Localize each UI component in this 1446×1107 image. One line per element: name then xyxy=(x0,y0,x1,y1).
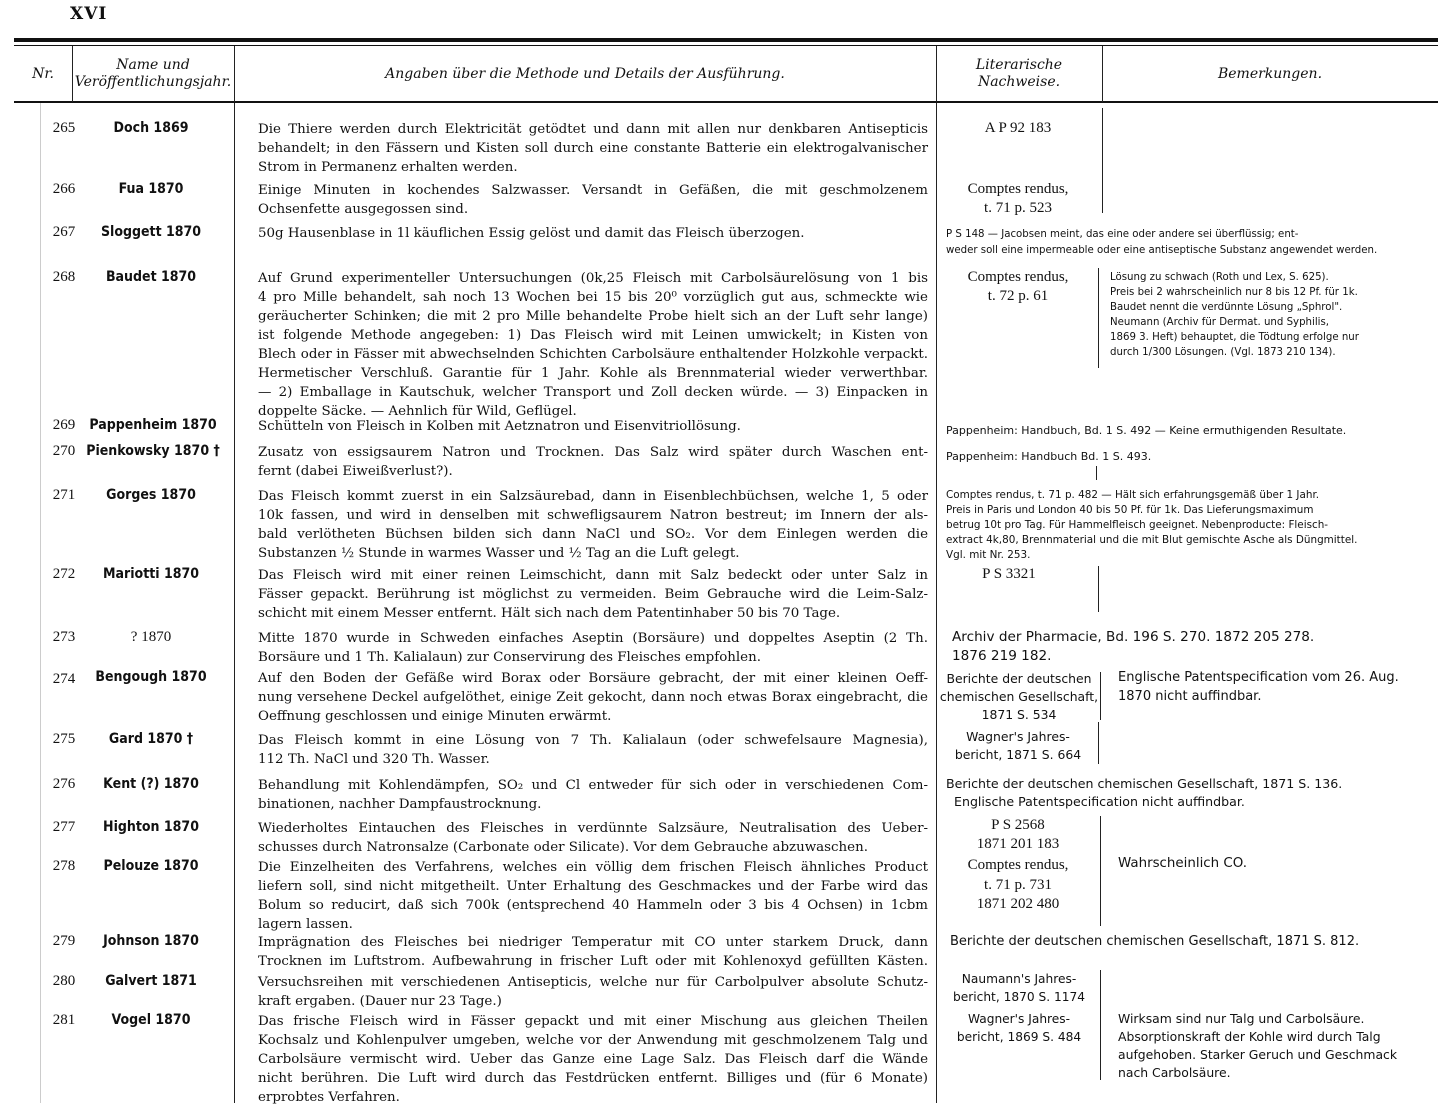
desc-line: 4 pro Mille behandelt, sah noch 13 Wochen bei 15 bis 20⁰ vorzüglich gut aus, schmeckte wie xyxy=(258,290,928,305)
row-description xyxy=(258,269,928,421)
row-description xyxy=(258,731,928,769)
desc-line: Zusatz von essigsaurem Natron und Trocknen. Das Salz wird später durch Waschen ent- xyxy=(258,445,928,460)
desc-line: Einige Minuten in kochendes Salzwasser. Versandt in Gefäßen, die mit geschmolzenem xyxy=(258,183,928,198)
wide-line: 1876 219 182. xyxy=(952,648,1052,664)
row-literature xyxy=(940,268,1096,306)
wide-line: Pappenheim: Handbuch, Bd. 1 S. 492 — Keine ermuthigenden Resultate. xyxy=(946,424,1347,437)
desc-line: fernt (dabei Eiweißverlust?). xyxy=(258,464,453,479)
row-name: Pappenheim 1870 xyxy=(89,417,217,433)
row-name: Highton 1870 xyxy=(103,819,199,835)
wide-line: Vgl. mit Nr. 253. xyxy=(946,549,1031,561)
header-name-line1: Name und xyxy=(116,57,190,73)
row-literature xyxy=(938,1010,1100,1046)
remark-line: Wahrscheinlich CO. xyxy=(1118,856,1248,871)
row-nr: 266 xyxy=(52,181,76,197)
desc-line: Blech oder in Fässer mit abwechselnden Schichten Carbolsäure enthaltender Holzkohle verpackt. xyxy=(258,347,928,362)
row-nr: 280 xyxy=(52,973,76,989)
desc-line: erprobtes Verfahren. xyxy=(258,1090,400,1105)
desc-line: Hermetischer Verschluß. Garantie für 1 Jahr. Kohle als Brennmaterial wieder verwerthbar. xyxy=(258,366,928,381)
desc-line: nung versehene Deckel aufgelöthet, einige Zeit gekocht, dann noch etwas Borax eingebracht, die xyxy=(258,690,928,705)
row-nr: 271 xyxy=(52,487,76,503)
row-nr: 279 xyxy=(52,933,76,949)
row-literature xyxy=(940,856,1096,915)
desc-line: Substanzen ½ Stunde in warmes Wasser und ½ Tag an die Luft gelegt. xyxy=(258,546,740,561)
row-nr: 267 xyxy=(52,224,76,240)
column-divider xyxy=(1100,672,1101,720)
column-divider xyxy=(1098,268,1099,368)
column-divider xyxy=(936,103,937,1103)
row-remarks xyxy=(1110,270,1440,360)
desc-line: Ochsenfette ausgegossen sind. xyxy=(258,202,469,217)
row-nr: 265 xyxy=(52,120,76,136)
lit-line: bericht, 1870 S. 1174 xyxy=(953,990,1085,1004)
wide-line: Berichte der deutschen chemischen Gesellschaft, 1871 S. 136. xyxy=(946,776,1343,791)
row-nr: 275 xyxy=(52,731,76,747)
lit-line: t. 71 p. 523 xyxy=(984,200,1052,216)
wide-line: Comptes rendus, t. 71 p. 482 — Hält sich erfahrungsgemäß über 1 Jahr. xyxy=(946,489,1320,501)
row-literature-remarks xyxy=(946,227,1442,258)
lit-line: P S 3321 xyxy=(982,566,1036,582)
header-method: Angaben über die Methode und Details der Ausführung. xyxy=(385,65,785,82)
lit-line: 1871 201 183 xyxy=(976,836,1060,852)
desc-line: nicht berühren. Die Luft wird durch das Festdrücken entfernt. Billiges und (für 6 Monate) xyxy=(258,1071,928,1086)
lit-line: bericht, 1871 S. 664 xyxy=(954,747,1082,762)
row-name: Kent (?) 1870 xyxy=(103,776,199,792)
remark-line: Preis bei 2 wahrscheinlich nur 8 bis 12 Pf. für 1k. xyxy=(1110,287,1358,298)
lit-line: P S 2568 xyxy=(991,817,1045,833)
row-description xyxy=(258,819,928,857)
row-description xyxy=(258,566,928,623)
row-nr: 270 xyxy=(52,443,76,459)
desc-line: behandelt; in den Fässern und Kisten soll durch eine constante Batterie ein elektrogalvanischer xyxy=(258,141,928,156)
row-literature xyxy=(934,565,1084,584)
row-name: Bengough 1870 xyxy=(95,669,207,685)
column-divider xyxy=(1100,970,1101,1080)
page-number: XVI xyxy=(70,4,108,24)
column-divider xyxy=(1102,108,1103,213)
desc-line: ist folgende Methode angegeben: 1) Das Fleisch wird mit Leinen umwickelt; in Kisten von xyxy=(258,328,928,343)
row-literature xyxy=(940,119,1096,138)
row-description xyxy=(258,487,928,563)
remark-line: Absorptionskraft der Kohle wird durch Talg xyxy=(1118,1029,1381,1044)
row-nr: 276 xyxy=(52,776,76,792)
row-remarks xyxy=(1118,1010,1442,1082)
row-literature xyxy=(938,670,1100,724)
column-divider xyxy=(234,103,235,1103)
desc-line: Strom in Permanenz erhalten werden. xyxy=(258,160,518,175)
desc-line: schicht mit einem Messer entfernt. Hält sich nach dem Patentinhaber 50 bis 70 Tage. xyxy=(258,606,841,621)
wide-line: Berichte der deutschen chemischen Gesellschaft, 1871 S. 812. xyxy=(950,934,1360,949)
row-nr: 278 xyxy=(52,858,76,874)
remark-line: 1869 3. Heft) behauptet, die Tödtung erfolge nur xyxy=(1110,332,1359,343)
row-literature-remarks xyxy=(946,488,1442,563)
row-description xyxy=(258,776,928,814)
row-description xyxy=(258,417,928,436)
desc-line: Carbolsäure vermischt wird. Ueber das Ganze eine Lage Salz. Das Fleisch darf die Wände xyxy=(258,1052,928,1067)
lit-line: bericht, 1869 S. 484 xyxy=(956,1030,1082,1044)
row-nr: 277 xyxy=(52,819,76,835)
row-description xyxy=(258,1012,928,1107)
lit-line: Comptes rendus, xyxy=(967,181,1069,197)
row-nr: 274 xyxy=(52,671,76,687)
column-divider xyxy=(40,103,41,1103)
row-nr: 269 xyxy=(52,417,76,433)
header-remarks: Bemerkungen. xyxy=(1217,65,1323,82)
wide-line: weder soll eine impermeable oder eine antiseptische Substanz angewendet werden. xyxy=(946,244,1378,256)
wide-line: Englische Patentspecification nicht auffindbar. xyxy=(954,794,1245,809)
row-literature-remarks xyxy=(946,775,1436,811)
desc-line: Kochsalz und Kohlenpulver umgeben, welche vor der Anwendung mit geschmolzenem Talg und xyxy=(258,1033,928,1048)
desc-line: schusses durch Natronsalze (Carbonate oder Silicate). Vor dem Gebrauche abzuwaschen. xyxy=(258,840,868,855)
row-remarks xyxy=(1118,668,1442,706)
header-name xyxy=(72,48,234,100)
row-nr: 273 xyxy=(52,629,76,645)
wide-line: P S 148 — Jacobsen meint, das eine oder andere sei überflüssig; ent- xyxy=(946,229,1299,240)
row-description xyxy=(258,858,928,934)
lit-line: 1871 202 480 xyxy=(976,896,1060,912)
desc-line: lagern lassen. xyxy=(258,917,353,932)
desc-line: doppelte Säcke. — Aehnlich für Wild, Geflügel. xyxy=(258,404,577,419)
row-description xyxy=(258,224,928,243)
row-description xyxy=(258,973,928,1011)
desc-line: Das Fleisch wird mit einer reinen Leimschicht, dann mit Salz bedeckt oder unter Salz in xyxy=(258,568,928,583)
row-name: Gard 1870 † xyxy=(108,731,194,747)
desc-line: Bolum so reducirt, daß sich 700k (entsprechend 40 Hammeln oder 3 bis 4 Ochsen) in 1cbm xyxy=(258,898,928,913)
lit-line: Naumann's Jahres- xyxy=(961,972,1077,986)
header-literature xyxy=(936,48,1102,100)
desc-line: Versuchsreihen mit verschiedenen Antisepticis, welche nur für Carbolpulver absolute Schutz- xyxy=(258,975,928,990)
desc-line: Das Fleisch kommt in eine Lösung von 7 Th. Kalialaun (oder schwefelsaure Magnesia), xyxy=(258,733,928,748)
lit-line: chemischen Gesellschaft, xyxy=(939,689,1099,704)
row-literature-remarks xyxy=(946,423,1442,439)
row-name: ? 1870 xyxy=(130,629,172,645)
desc-line: Oeffnung geschlossen und einige Minuten erwärmt. xyxy=(258,709,612,724)
row-literature xyxy=(940,816,1096,854)
lit-line: Wagner's Jahres- xyxy=(966,729,1070,744)
wide-line: Pappenheim: Handbuch Bd. 1 S. 493. xyxy=(946,450,1152,463)
desc-line: Trocknen im Luftstrom. Aufbewahrung in frischer Luft oder mit Kohlenoxyd gefüllten Kästen. xyxy=(258,954,928,969)
desc-line: Wiederholtes Eintauchen des Fleisches in verdünnte Salzsäure, Neutralisation des Ueber- xyxy=(258,821,928,836)
remark-line: durch 1/300 Lösungen. (Vgl. 1873 210 134). xyxy=(1110,347,1336,358)
lit-line: 1871 S. 534 xyxy=(981,707,1057,722)
row-literature-remarks xyxy=(950,932,1440,951)
desc-line: 10k fassen, und wird in denselben mit schwefligsaurem Natron bestreut; im Innern der als- xyxy=(258,508,928,523)
wide-line: betrug 10t pro Tag. Für Hammelfleisch geeignet. Nebenproducte: Fleisch- xyxy=(946,519,1329,531)
row-name: Baudet 1870 xyxy=(105,269,197,285)
desc-line: 112 Th. NaCl und 320 Th. Wasser. xyxy=(258,752,490,767)
header-name-line2: Veröffentlichungsjahr. xyxy=(74,74,232,90)
remark-line: 1870 nicht auffindbar. xyxy=(1118,689,1262,704)
remark-line: Baudet nennt die verdünnte Lösung „Sphrol". xyxy=(1110,302,1343,313)
row-remarks xyxy=(1118,854,1442,873)
desc-line: Auf Grund experimenteller Untersuchungen (0k,25 Fleisch mit Carbolsäurelösung von 1 bis xyxy=(258,271,928,286)
lit-line: Comptes rendus, xyxy=(967,857,1069,873)
desc-line: Fässer gepackt. Berührung ist möglichst zu vermeiden. Beim Gebrauche wird die Leim-Salz- xyxy=(258,587,928,602)
desc-line: Imprägnation des Fleisches bei niedriger Temperatur mit CO unter starkem Druck, dann xyxy=(258,935,928,950)
desc-line: Borsäure und 1 Th. Kalialaun) zur Conservirung des Fleisches empfohlen. xyxy=(258,650,761,665)
row-name: Mariotti 1870 xyxy=(102,566,199,582)
row-description xyxy=(258,669,928,726)
row-description xyxy=(258,629,928,667)
wide-line: Archiv der Pharmacie, Bd. 196 S. 270. 1872 205 278. xyxy=(952,629,1315,645)
remark-line: nach Carbolsäure. xyxy=(1118,1065,1231,1080)
header-lit-line2: Nachweise. xyxy=(977,74,1061,90)
row-literature xyxy=(938,728,1098,764)
row-name: Gorges 1870 xyxy=(106,487,196,503)
row-description xyxy=(258,120,928,177)
desc-line: Schütteln von Fleisch in Kolben mit Aetznatron und Eisenvitriollösung. xyxy=(258,419,741,434)
desc-line: Das frische Fleisch wird in Fässer gepackt und mit einer Mischung aus gleichen Theilen xyxy=(258,1014,928,1029)
lit-line: t. 71 p. 731 xyxy=(984,876,1052,893)
row-name: Galvert 1871 xyxy=(105,973,197,989)
row-literature xyxy=(938,970,1100,1006)
column-divider xyxy=(1098,722,1099,764)
remark-line: Englische Patentspecification vom 26. Aug. xyxy=(1118,670,1399,685)
column-divider xyxy=(1098,566,1099,612)
header-lit-line1: Literarische xyxy=(975,57,1063,73)
row-name: Pienkowsky 1870 † xyxy=(86,443,220,459)
row-nr: 272 xyxy=(52,566,76,582)
desc-line: 50g Hausenblase in 1l käuflichen Essig gelöst und damit das Fleisch überzogen. xyxy=(258,226,805,241)
desc-line: Mitte 1870 wurde in Schweden einfaches Aseptin (Borsäure) und doppeltes Aseptin (2 Th. xyxy=(258,631,928,646)
lit-line: Wagner's Jahres- xyxy=(967,1012,1071,1026)
desc-line: bald verlötheten Büchsen bilden sich dann NaCl und SO₂. Vor dem Einlegen werden die xyxy=(258,527,928,542)
remark-line: aufgehoben. Starker Geruch und Geschmack xyxy=(1118,1047,1398,1062)
row-name: Johnson 1870 xyxy=(103,933,199,949)
desc-line: liefern soll, sind nicht mitgetheilt. Unter Erhaltung des Geschmackes und der Farbe wird das xyxy=(258,879,928,894)
row-name: Doch 1869 xyxy=(113,120,189,136)
remark-line: Lösung zu schwach (Roth und Lex, S. 625). xyxy=(1110,272,1329,283)
desc-line: Das Fleisch kommt zuerst in ein Salzsäurebad, dann in Eisenblechbüchsen, welche 1, 5 oder xyxy=(258,489,928,504)
column-divider xyxy=(1096,466,1097,480)
top-rule-thin xyxy=(14,45,1438,46)
row-nr: 281 xyxy=(52,1012,76,1028)
column-divider xyxy=(1100,816,1101,926)
header-rule xyxy=(14,101,1438,103)
desc-line: geräucherter Schinken; die mit 2 pro Mille behandelte Probe hielt sich an der Luft sehr lange) xyxy=(258,309,928,324)
row-description xyxy=(258,181,928,219)
desc-line: Die Thiere werden durch Elektricität getödtet und dann mit allen nur denkbaren Antisepticis xyxy=(258,122,928,137)
lit-line: t. 72 p. 61 xyxy=(987,288,1049,304)
row-description xyxy=(258,443,928,481)
header-nr: Nr. xyxy=(32,65,54,82)
row-name: Pelouze 1870 xyxy=(103,858,199,874)
remark-line: Neumann (Archiv für Dermat. und Syphilis, xyxy=(1110,317,1330,328)
row-literature xyxy=(940,180,1096,218)
remark-line: Wirksam sind nur Talg und Carbolsäure. xyxy=(1118,1011,1365,1026)
row-nr: 268 xyxy=(52,269,76,285)
lit-line: Comptes rendus, xyxy=(967,269,1069,285)
row-description xyxy=(258,933,928,971)
desc-line: — 2) Emballage in Kautschuk, welcher Transport und Zoll decken würde. — 3) Einpacken in xyxy=(258,385,928,400)
lit-line: A P 92 183 xyxy=(984,120,1052,136)
top-rule xyxy=(14,38,1438,42)
row-name: Sloggett 1870 xyxy=(100,224,202,240)
row-literature-remarks xyxy=(946,449,1442,465)
desc-line: Auf den Boden der Gefäße wird Borax oder Borsäure gebracht, der mit einer kleinen Oeff- xyxy=(258,671,928,686)
wide-line: Preis in Paris und London 40 bis 50 Pf. für 1k. Das Lieferungsmaximum xyxy=(946,504,1314,516)
wide-line: extract 4k,80, Brennmaterial und die mit Blut gemischte Asche als Düngmittel. xyxy=(946,534,1358,546)
desc-line: kraft ergaben. (Dauer nur 23 Tage.) xyxy=(258,994,502,1009)
row-name: Fua 1870 xyxy=(118,181,184,197)
lit-line: Berichte der deutschen xyxy=(946,671,1092,686)
desc-line: Die Einzelheiten des Verfahrens, welches ein völlig dem frischen Fleisch ähnliches Product xyxy=(258,860,928,875)
desc-line: Behandlung mit Kohlendämpfen, SO₂ und Cl entweder für sich oder in verschiedenen Com- xyxy=(258,778,928,793)
desc-line: binationen, nachher Dampfaustrocknung. xyxy=(258,797,542,812)
row-name: Vogel 1870 xyxy=(111,1012,191,1028)
row-literature-remarks xyxy=(952,628,1442,666)
